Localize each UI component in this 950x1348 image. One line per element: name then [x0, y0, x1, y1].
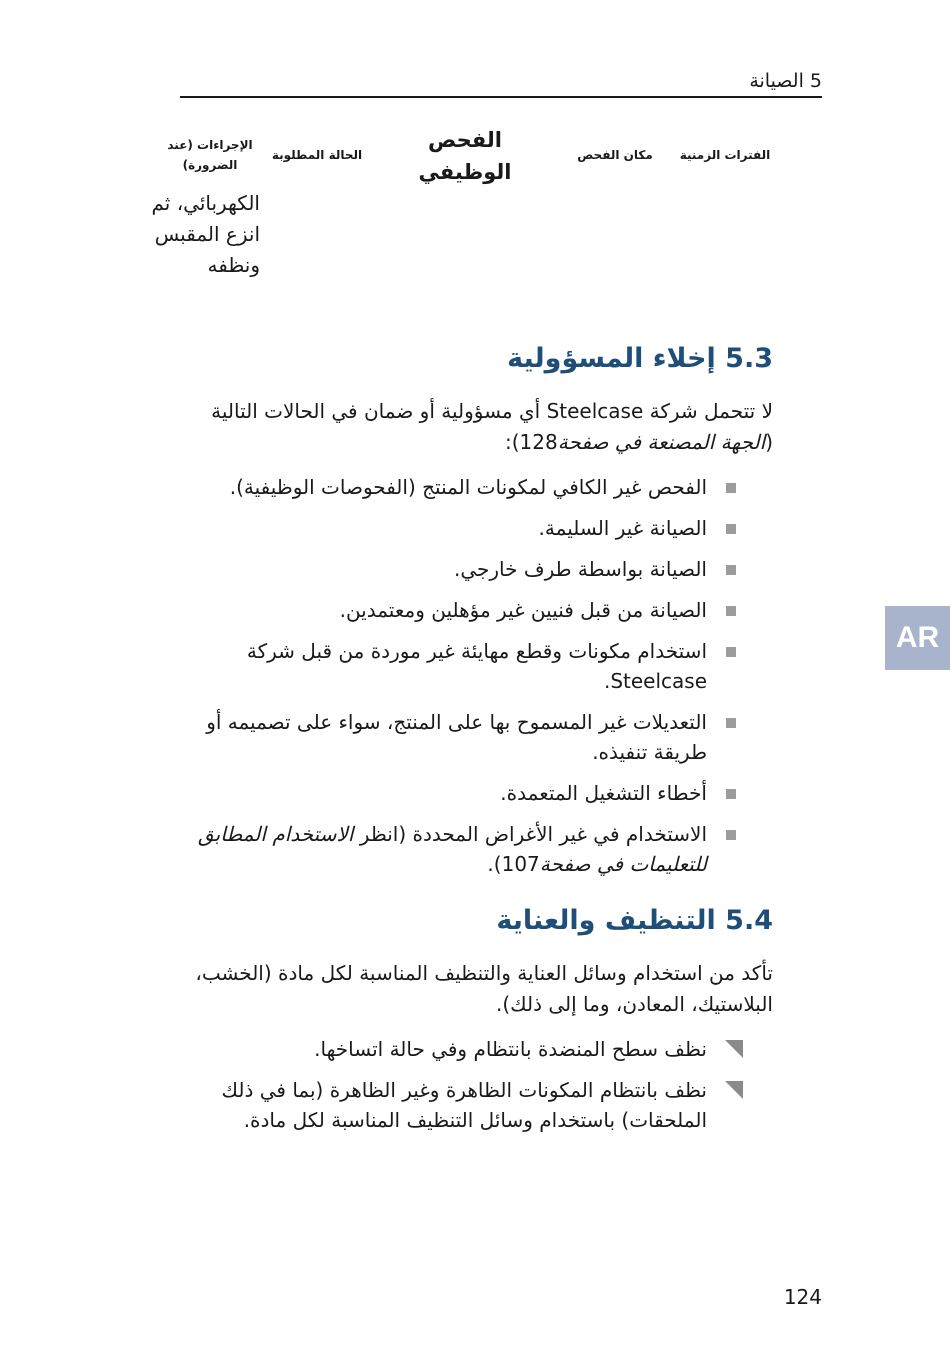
manufacturer-link[interactable]: الجهة المصنعة في صفحة [557, 430, 766, 454]
list-item [173, 1034, 773, 1064]
square-bullet-icon [726, 718, 736, 728]
ref-open-paren: ( [765, 430, 773, 454]
square-bullet-icon [726, 524, 736, 534]
list-item-text: الصيانة غير السليمة. [538, 516, 707, 540]
disclaimer-list [173, 472, 773, 890]
list-item-text: استخدام مكونات وقطع مهايئة غير موردة من قبل شركة Steelcase. [246, 639, 707, 693]
page-number: 124 [783, 1285, 822, 1309]
square-bullet-icon [726, 606, 736, 616]
table-header-required-state: الحالة المطلوبة [271, 148, 363, 162]
disclaimer-intro-text: لا تتحمل شركة Steelcase أي مسؤولية أو ضمان في الحالات التالية [211, 399, 773, 423]
list-item [173, 819, 773, 879]
intended-use-link[interactable]: الاستخدام المطابق للتعليمات في صفحة [198, 822, 707, 876]
header-rule [180, 96, 822, 98]
list-item-text: أخطاء التشغيل المتعمدة. [500, 781, 707, 805]
list-item-text: نظف سطح المنضدة بانتظام وفي حالة اتساخها. [314, 1037, 707, 1061]
table-header-function-check: الفحص الوظيفي [418, 128, 512, 184]
square-bullet-icon [726, 789, 736, 799]
step-arrow-icon [725, 1081, 743, 1099]
running-header: 5 الصيانة [749, 70, 822, 92]
language-tab[interactable]: AR [885, 606, 950, 670]
square-bullet-icon [726, 647, 736, 657]
list-item-text: الصيانة من قبل فنيين غير مؤهلين ومعتمدين. [339, 598, 707, 622]
cleaning-intro: تأكد من استخدام وسائل العناية والتنظيف المناسبة لكل مادة (الخشب، البلاستيك، المعادن، وما إلى ذلك). [195, 961, 773, 1016]
square-bullet-icon [726, 830, 736, 840]
section-heading-disclaimer: 5.3 إخلاء المسؤولية [507, 343, 773, 374]
ref-page: 128): [504, 430, 558, 454]
list-item [173, 513, 773, 543]
list-item [173, 595, 773, 625]
list-item-text: نظف بانتظام المكونات الظاهرة وغير الظاهرة (بما في ذلك الملحقات) باستخدام وسائل التنظيف المناسبة لكل مادة. [221, 1078, 707, 1132]
square-bullet-icon [726, 483, 736, 493]
table-header-intervals: الفترات الزمنية [679, 148, 771, 162]
section-heading-cleaning: 5.4 التنظيف والعناية [496, 905, 773, 936]
table-header-actions: الإجراءات (عند الضرورة) [167, 138, 253, 172]
list-item [173, 472, 773, 502]
cleaning-steps [173, 1034, 773, 1146]
list-item-text: الفحص غير الكافي لمكونات المنتج (الفحوصات الوظيفية). [229, 475, 707, 499]
list-item [173, 636, 773, 696]
ref-page: 107). [487, 852, 540, 876]
list-item [173, 554, 773, 584]
list-item [173, 778, 773, 808]
list-item-text: الاستخدام في غير الأغراض المحددة (انظر [353, 822, 707, 846]
list-item [173, 1075, 773, 1135]
square-bullet-icon [726, 565, 736, 575]
disclaimer-intro [158, 396, 773, 458]
list-item-text: الصيانة بواسطة طرف خارجي. [453, 557, 707, 581]
table-cell-actions: الكهربائي، ثم انزع المقبس ونظفه [151, 191, 260, 277]
table-header-location: مكان الفحص [577, 148, 653, 162]
step-arrow-icon [725, 1040, 743, 1058]
list-item [173, 707, 773, 767]
list-item-text: التعديلات غير المسموح بها على المنتج، سواء على تصميمه أو طريقة تنفيذه. [206, 710, 707, 764]
